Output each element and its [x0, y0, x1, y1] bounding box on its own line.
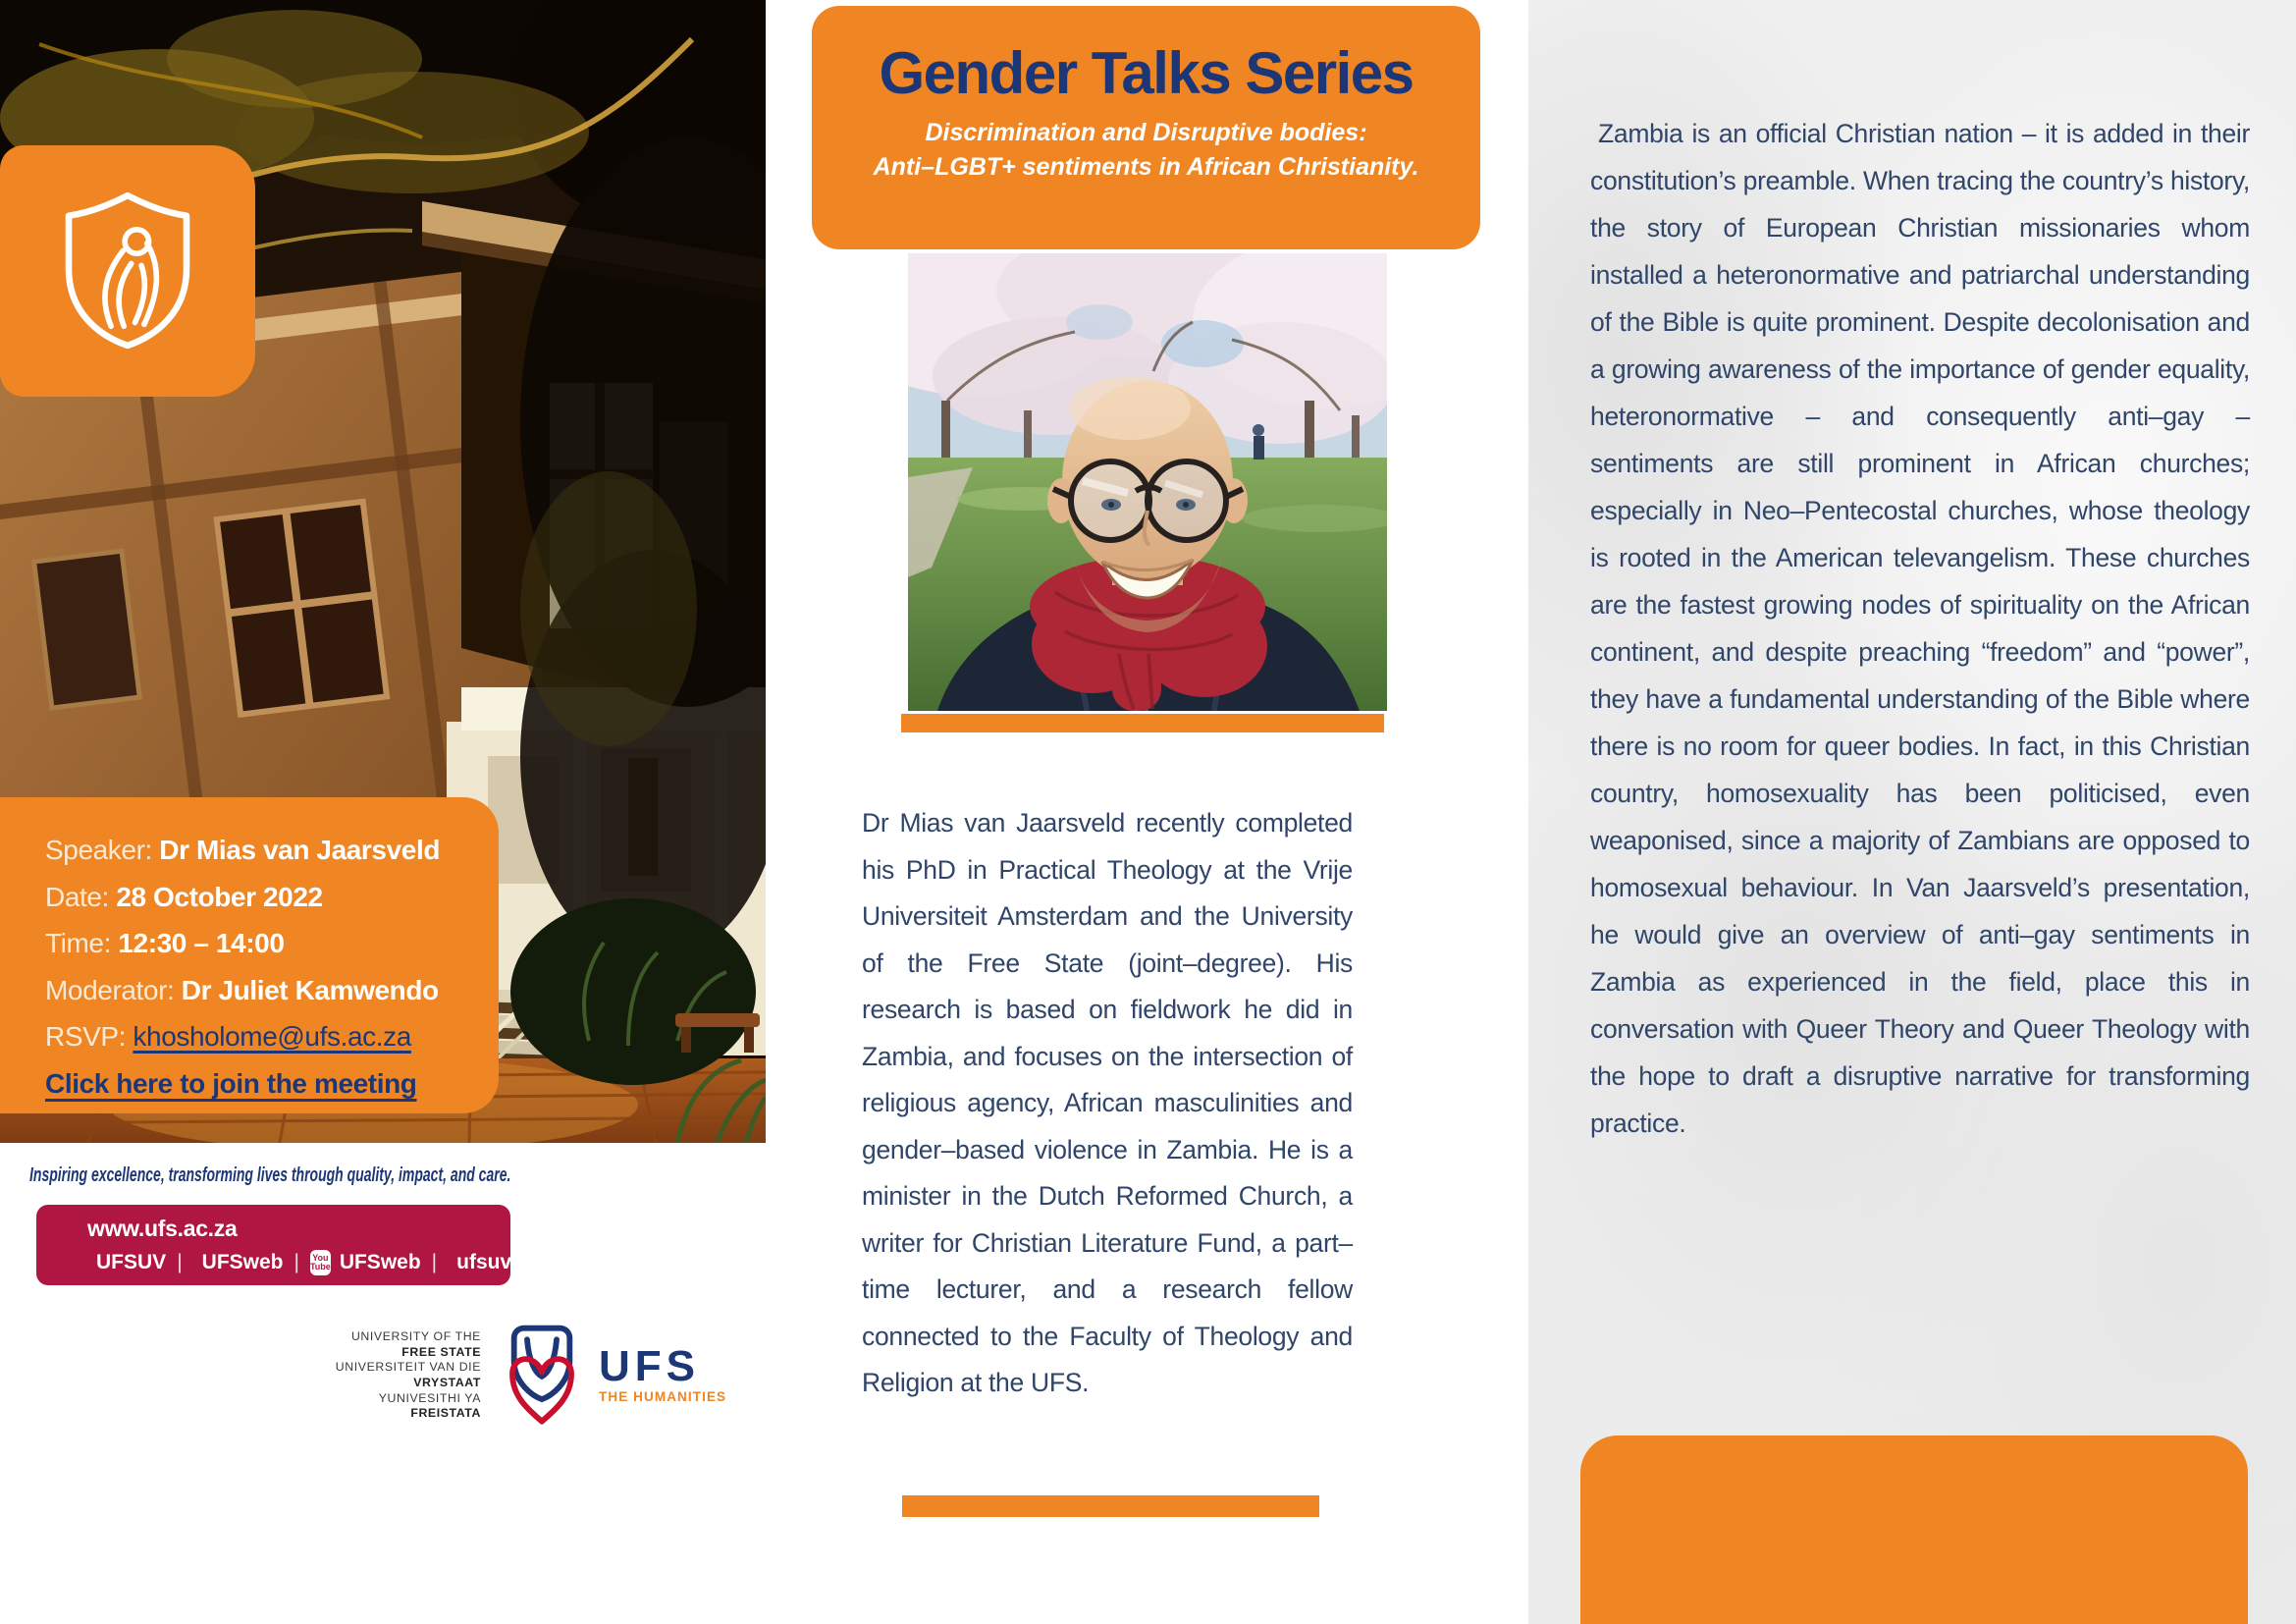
rsvp-email-link[interactable]: khosholome@ufs.ac.za [133, 1021, 411, 1052]
university-name-line: FREISTATA [410, 1406, 481, 1421]
speaker-portrait-photo [908, 253, 1387, 711]
facebook-handle[interactable]: UFSUV [96, 1250, 167, 1273]
rsvp-label: RSVP: [45, 1021, 127, 1052]
join-meeting-row [45, 1060, 499, 1108]
event-details-box [0, 797, 499, 1113]
website-link[interactable]: www.ufs.ac.za [87, 1216, 238, 1241]
moderator-row [45, 967, 499, 1014]
university-name-line: UNIVERSITY OF THE [350, 1329, 481, 1344]
humanities-shield-icon [54, 188, 201, 354]
series-header-box [812, 6, 1480, 249]
date-value: 28 October 2022 [116, 881, 323, 912]
rsvp-row [45, 1013, 499, 1060]
abstract-body-paragraph: Zambia is an official Christian nation – it is added in their constitution’s preamble. When tracing the country’s history, the story of European Christian missionaries whom installed a heteronormative and patriarchal understanding of the Bible is quite prominent. Despite decolonisation and a growing awareness of the importance of gender equality, heteronormative – and consequently anti–gay – sentiments are still prominent in African churches; especially in Neo–Pentecostal churches, whose theology is rooted in the American televangelism. These churches are the fastest growing nodes of spirituality on the African continent, and despite preaching “freedom” and “power”, they have a fundamental understanding of the Bible where there is no room for queer bodies. In fact, in this Christian country, homosexuality has been politicised, even weaponised, since a majority of Zambians are opposed to homosexual behaviour. In Van Jaarsveld’s presentation, he would give an overview of anti–gay sentiments in Zambia as experienced in the field, place this in conversation with Queer Theory and Queer Theology with the hope to draft a disruptive narrative for transforming practice. [1590, 119, 2250, 1138]
join-meeting-link[interactable]: Click here to join the meeting [45, 1067, 417, 1099]
time-row [45, 920, 499, 967]
youtube-handle[interactable]: UFSweb [339, 1250, 421, 1273]
ufs-division: THE HUMANITIES [599, 1389, 727, 1404]
university-name-line: VRYSTAAT [413, 1376, 481, 1389]
youtube-icon-text-bottom: Tube [309, 1261, 331, 1272]
instagram-handle[interactable]: ufsuv [456, 1250, 512, 1273]
twitter-handle[interactable]: UFSweb [201, 1250, 284, 1273]
university-name-line: UNIVERSITEIT VAN DIE [335, 1360, 481, 1375]
separator: | [177, 1250, 183, 1273]
speaker-value: Dr Mias van Jaarsveld [159, 835, 441, 865]
ufs-wordmark [599, 1342, 727, 1404]
moderator-label: Moderator: [45, 974, 175, 1005]
speaker-row [45, 827, 499, 874]
tagline-wrap [29, 1164, 540, 1198]
social-row [87, 1249, 510, 1275]
humanities-shield-badge [0, 145, 255, 397]
youtube-icon[interactable] [310, 1250, 331, 1275]
time-value: 12:30 – 14:00 [118, 928, 285, 958]
separator: | [431, 1250, 438, 1273]
date-row [45, 874, 499, 921]
speaker-portrait-art [908, 253, 1387, 711]
speaker-bio-paragraph: Dr Mias van Jaarsveld recently completed his PhD in Practical Theology at the Vrije Universiteit Amsterdam and the University of the Free State (joint–degree). His research is based on fieldwork he did in Zambia, and focuses on the intersection of religious agency, African masculinities and gender–based violence in Zambia. He is a minister in the Dutch Reformed Church, a writer for Christian Literature Fund, a part–time lecturer, and a research fellow connected to the Faculty of Theology and Religion at the UFS. [862, 808, 1353, 1397]
series-subtitle-line1: Discrimination and Disruptive bodies: [925, 119, 1367, 146]
university-names [332, 1329, 481, 1422]
separator: | [294, 1250, 299, 1273]
abstract-body-background [1528, 0, 2296, 1624]
social-footer-bar [36, 1205, 510, 1285]
time-label: Time: [45, 928, 111, 958]
date-label: Date: [45, 881, 109, 912]
university-name-line: FREE STATE [401, 1344, 481, 1359]
ufs-acronym: UFS [599, 1342, 700, 1390]
university-name-line: YUNIVESITHI YA [378, 1390, 481, 1405]
university-tagline: Inspiring excellence, transforming lives through quality, impact, and care. [29, 1164, 511, 1186]
bottom-right-accent-box [1580, 1435, 2248, 1624]
youtube-icon-text-top: You [312, 1252, 329, 1263]
series-subtitle [812, 116, 1480, 185]
moderator-value: Dr Juliet Kamwendo [181, 974, 439, 1005]
photo-underline-strip [901, 714, 1384, 732]
middle-bottom-accent-bar [902, 1495, 1319, 1517]
speaker-label: Speaker: [45, 835, 152, 865]
series-title: Gender Talks Series [879, 40, 1414, 106]
series-subtitle-line2: Anti–LGBT+ sentiments in African Christianity. [873, 153, 1419, 181]
ufs-heart-logo-icon [493, 1316, 591, 1435]
ufs-logo-lockup [332, 1312, 783, 1439]
